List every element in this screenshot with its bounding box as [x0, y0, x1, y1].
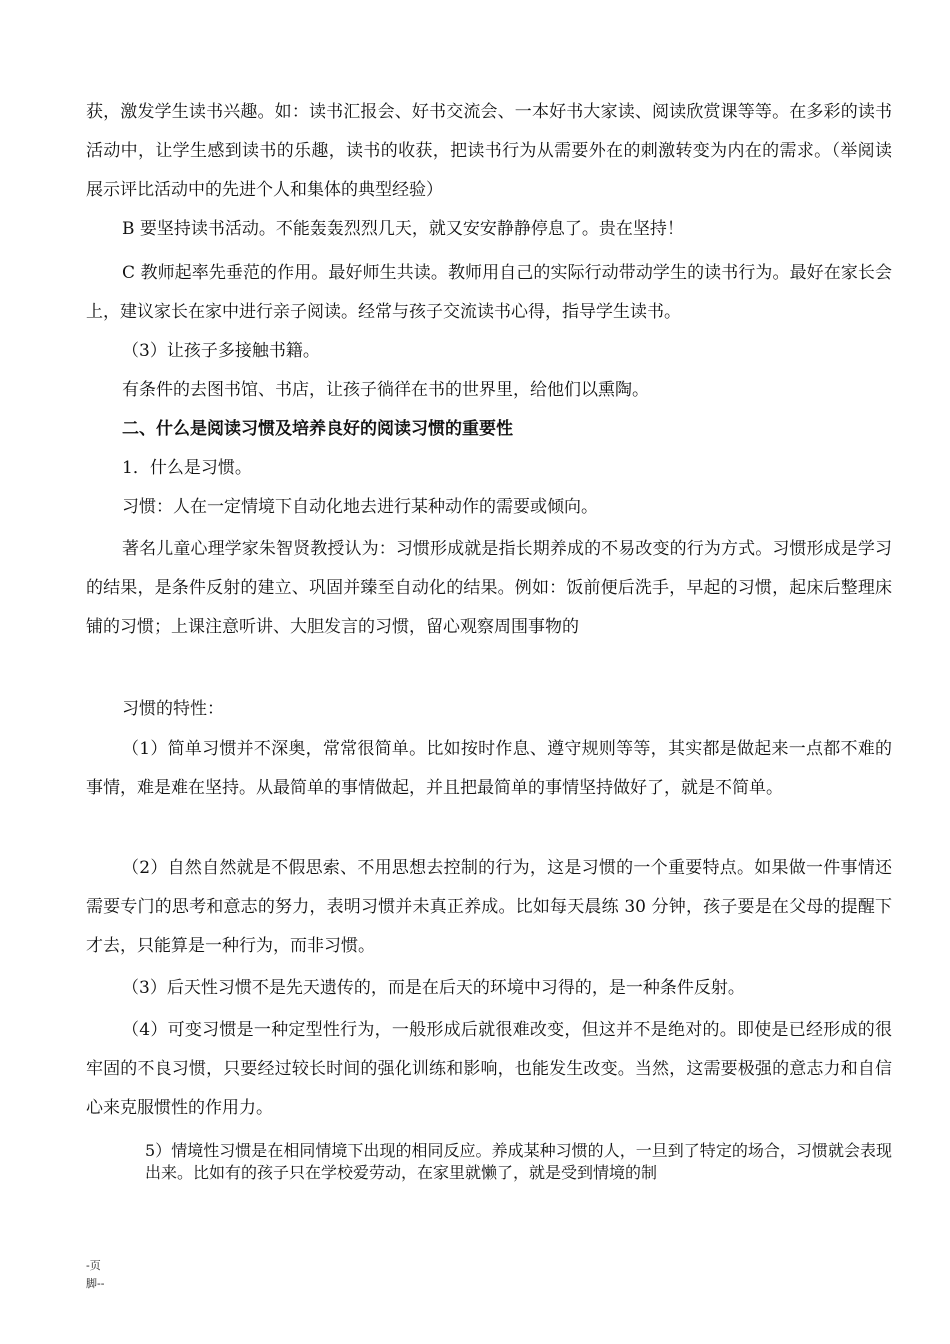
paragraph-property-simple: （1）简单习惯并不深奥，常常很简单。比如按时作息、遵守规则等等，其实都是做起来一点都不难的事情，难是难在坚持。从最简单的事情做起，并且把最简单的事情坚持做好了，就是不简单。: [86, 739, 892, 798]
footer-line-2: 脚--: [86, 1277, 105, 1290]
paragraph-habit-properties-heading: 习惯的特性：: [122, 699, 224, 719]
paragraph-property-changeable: （4）可变习惯是一种定型性行为，一般形成后就很难改变，但这并不是绝对的。即使是已经形成的很牢固的不良习惯，只要经过较长时间的强化训练和影响，也能发生改变。当然，这需要极强的意志力和自信心来克服惯性的作用力。: [86, 1020, 892, 1118]
section-heading-reading-habits: 二、什么是阅读习惯及培养良好的阅读习惯的重要性: [122, 419, 513, 439]
paragraph-zhu-zhixian-quote: 著名儿童心理学家朱智贤教授认为：习惯形成就是指长期养成的不易改变的行为方式。习惯形成是学习的结果，是条件反射的建立、巩固并臻至自动化的结果。例如：饭前便后洗手，早起的习惯，起床后整理床铺的习惯；上课注意听讲、大胆发言的习惯，留心观察周围事物的: [86, 539, 892, 637]
paragraph-contact-books-heading: （3）让孩子多接触书籍。: [122, 341, 320, 361]
paragraph-library-visit: 有条件的去图书馆、书店，让孩子徜徉在书的世界里，给他们以熏陶。: [122, 380, 649, 400]
paragraph-habit-definition: 习惯：人在一定情境下自动化地去进行某种动作的需要或倾向。: [122, 497, 598, 517]
page-footer: [86, 1257, 146, 1293]
paragraph-property-natural: （2）自然自然就是不假思索、不用思想去控制的行为，这是习惯的一个重要特点。如果做一件事情还需要专门的思考和意志的努力，表明习惯并未真正养成。比如每天晨练 30 分钟，孩子要是在父母的提醒下才去，只能算是一种行为，而非习惯。: [86, 858, 892, 956]
paragraph-persist-reading: B 要坚持读书活动。不能轰轰烈烈几天，就又安安静静停息了。贵在坚持！: [122, 219, 684, 239]
footer-line-1: -页: [86, 1259, 101, 1272]
paragraph-reading-activities: 获，激发学生读书兴趣。如：读书汇报会、好书交流会、一本好书大家读、阅读欣赏课等等。在多彩的读书活动中，让学生感到读书的乐趣，读书的收获，把读书行为从需要外在的刺激转变为内在的需求。（举阅读展示评比活动中的先进个人和集体的典型经验）: [86, 102, 892, 200]
paragraph-property-situational: 5）情境性习惯是在相同情境下出现的相同反应。养成某种习惯的人，一旦到了特定的场合，习惯就会表现出来。比如有的孩子只在学校爱劳动，在家里就懒了，就是受到情境的制: [145, 1141, 892, 1182]
paragraph-property-acquired: （3）后天性习惯不是先天遗传的，而是在后天的环境中习得的，是一种条件反射。: [122, 978, 745, 998]
subheading-what-is-habit: 1．什么是习惯。: [122, 458, 252, 478]
paragraph-teacher-example: C 教师起率先垂范的作用。最好师生共读。教师用自己的实际行动带动学生的读书行为。最好在家长会上，建议家长在家中进行亲子阅读。经常与孩子交流读书心得，指导学生读书。: [86, 263, 892, 322]
